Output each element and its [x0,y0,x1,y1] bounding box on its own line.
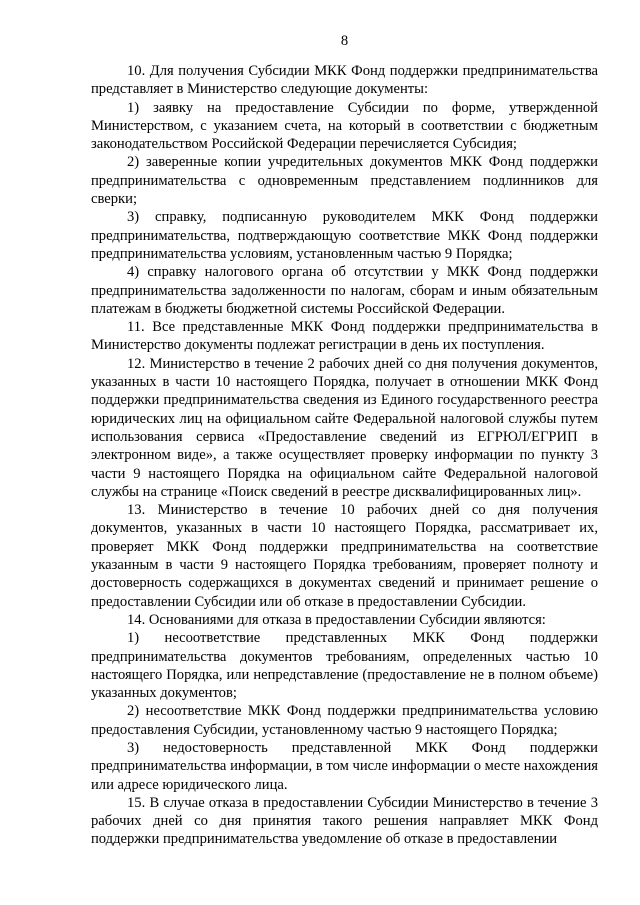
paragraph-12: 12. Министерство в течение 2 рабочих дней со дня получения документов, указанных в части 10 настоящего Порядка, получает в отношении МКК Фонд поддержки предпринимательства сведения из Единого государственного реестра юридических лиц на официальном сайте Федеральной налоговой службы путем использования сервиса «Предоставление сведений из ЕГРЮЛ/ЕГРИП в электронном виде», а также осуществляет проверку информации по пункту 3 части 9 настоящего Порядка на официальном сайте Федеральной налоговой службы на странице «Поиск сведений в реестре дисквалифицированных лиц». [91,355,598,500]
paragraph-14: 14. Основаниями для отказа в предоставлении Субсидии являются: [127,611,546,628]
paragraph-10-item-1: 1) заявку на предоставление Субсидии по форме, утвержденной Министерством, с указанием счета, на который в соответствии с бюджетным законодательством Российской Федерации перечисляется Субсидия; [91,99,598,153]
paragraph-14-item-3: 3) недостоверность представленной МКК Фонд поддержки предпринимательства информации, в том числе информации о месте нахождения или адресе юридического лица. [91,739,598,793]
paragraph-10-item-4: 4) справку налогового органа об отсутствии у МКК Фонд поддержки предпринимательства задолженности по налогам, сборам и иным обязательным платежам в бюджеты бюджетной системы Российской Федерации. [91,264,598,317]
paragraph-15: 15. В случае отказа в предоставлении Субсидии Министерство в течение 3 рабочих дней со дня принятия такого решения направляет МКК Фонд поддержки предпринимательства уведомление об отказе в предоставлении [91,794,598,848]
paragraph-13: 13. Министерство в течение 10 рабочих дней со дня получения документов, указанных в части 10 настоящего Порядка, рассматривает их, проверяет МКК Фонд поддержки предпринимательства на соответствие указанным в части 9 настоящего Порядка требованиям, проверяет полноту и достоверность содержащихся в документах сведений и принимает решение о предоставлении Субсидии или об отказе в предоставлении Субсидии. [91,502,598,610]
page-number: 8 [340,33,349,49]
paragraph-10-item-3: 3) справку, подписанную руководителем МКК Фонд поддержки предпринимательства, подтверждающую соответствие МКК Фонд поддержки предпринимательства условиям, установленным частью 9 Порядка; [91,209,598,262]
paragraph-10-item-2: 2) заверенные копии учредительных документов МКК Фонд поддержки предпринимательства с одновременным представлением подлинников для сверки; [91,154,598,208]
paragraph-10: 10. Для получения Субсидии МКК Фонд поддержки предпринимательства представляет в Министерство следующие документы: [91,63,598,98]
paragraph-14-item-1: 1) несоответствие представленных МКК Фонд поддержки предпринимательства документов требованиям, определенных частью 10 настоящего Порядка, или непредставление (предоставление не в полном объеме) указанных документов; [91,630,598,702]
paragraph-14-item-2: 2) несоответствие МКК Фонд поддержки предпринимательства условию предоставления Субсидии, установленному частью 9 настоящего Порядка; [91,703,598,738]
paragraph-11: 11. Все представленные МКК Фонд поддержки предпринимательства в Министерство документы подлежат регистрации в день их поступления. [91,319,598,354]
